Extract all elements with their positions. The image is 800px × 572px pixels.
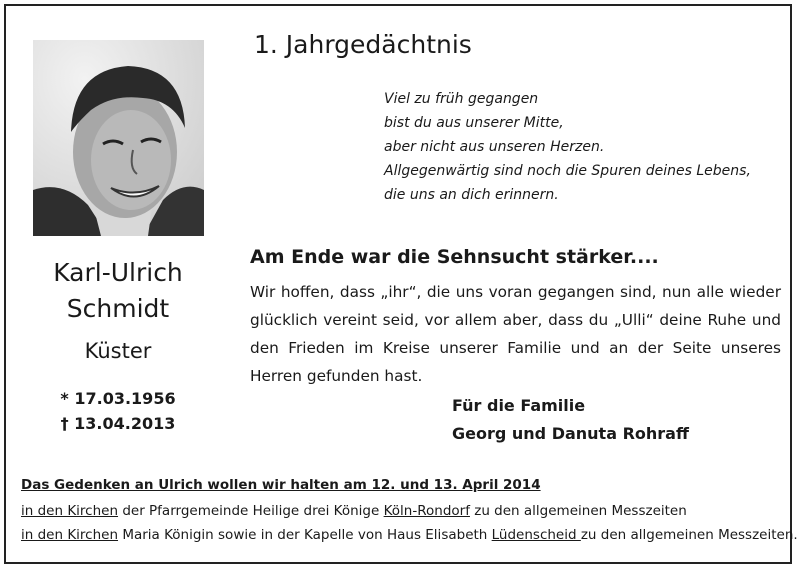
poem-line: Viel zu früh gegangen [384, 91, 539, 107]
memorial-text: zu den allgemeinen Messzeiten [469, 503, 687, 519]
subheading: Am Ende war die Sehnsucht stärker.... [250, 246, 659, 268]
memorial-text: Maria Königin sowie in der Kapelle von Haus Elisabeth [118, 527, 492, 543]
body-text: Wir hoffen, dass „ihr“, die uns voran gegangen sind, nun alle wieder glücklich vereint seid, vor allem aber, dass du „Ulli“ deine Ruhe und den Frieden im Kreise unserer Familie und an der Seite unseres Herren gefunden hast. [250, 283, 781, 385]
signature-line-1: Für die Familie [452, 396, 586, 415]
poem-line: bist du aus unserer Mitte, [384, 115, 564, 131]
notice-title: 1. Jahrgedächtnis [254, 30, 472, 59]
memorial-text: der Pfarrgemeinde Heilige drei Könige [118, 503, 384, 519]
poem-line: aber nicht aus unseren Herzen. [384, 139, 605, 155]
memorial-line-2 [21, 527, 798, 543]
death-date: † 13.04.2013 [60, 414, 176, 433]
portrait-photo [33, 40, 204, 236]
poem-line: Allgegenwärtig sind noch die Spuren deines Lebens, [384, 163, 751, 179]
link-in-den-kirchen[interactable]: in den Kirchen [21, 527, 119, 543]
link-koeln-rondorf[interactable]: Köln-Rondorf [383, 503, 470, 519]
link-in-den-kirchen[interactable]: in den Kirchen [21, 503, 119, 519]
deceased-first-name: Karl-Ulrich [53, 258, 183, 287]
poem [384, 87, 751, 207]
memorial-headline: Das Gedenken an Ulrich wollen wir halten am 12. und 13. April 2014 [21, 477, 541, 493]
birth-date: * 17.03.1956 [60, 389, 176, 408]
poem-line: die uns an dich erinnern. [384, 187, 559, 203]
signature-line-2: Georg und Danuta Rohraff [452, 424, 689, 443]
deceased-last-name: Schmidt [66, 294, 170, 323]
deceased-role: Küster [84, 339, 152, 363]
memorial-text: zu den allgemeinen Messzeiten. [580, 527, 798, 543]
link-luedenscheid[interactable]: Lüdenscheid [491, 527, 581, 543]
memorial-line-1 [21, 503, 687, 519]
